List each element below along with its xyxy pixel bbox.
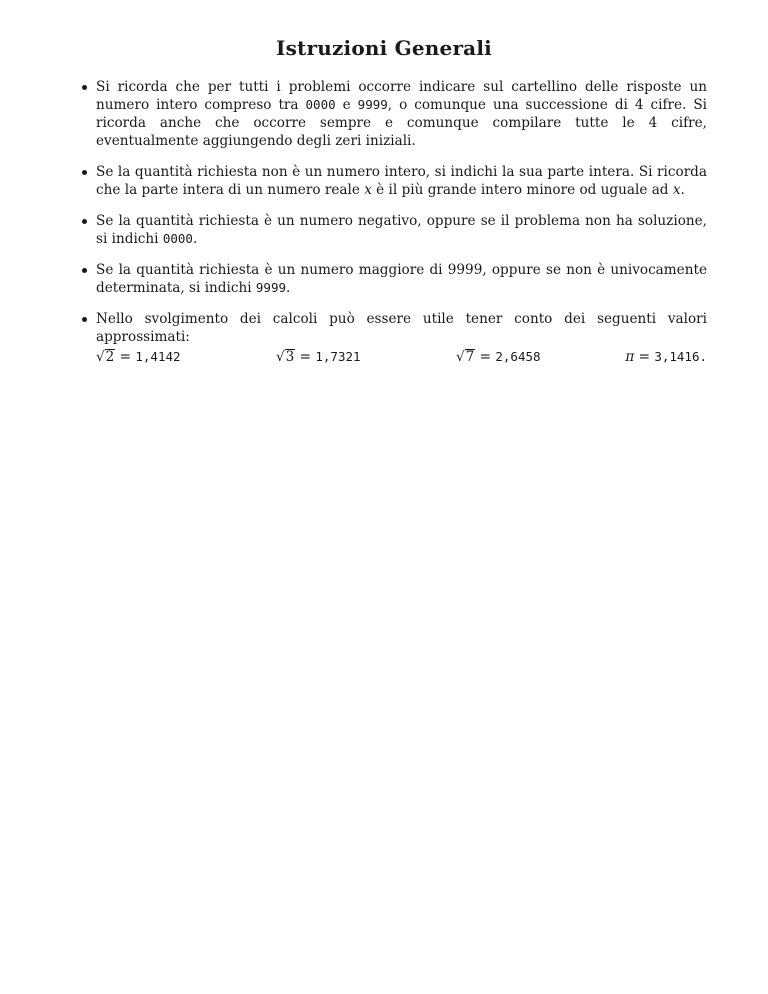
- item-text: .: [286, 280, 291, 296]
- list-item: [70, 212, 707, 248]
- approx-pi: [625, 348, 707, 366]
- item-text: , o comunque una successione di 4 cifre. Si ricorda anche che occorre sempre e comunque compilare tutte le 4 cifre, eventualmente aggiungendo degli zeri iniziali.: [96, 97, 707, 149]
- item-text: .: [192, 231, 198, 247]
- equals-sign: =: [115, 349, 136, 365]
- bullet-icon: [82, 219, 87, 224]
- approx-sqrt7: [456, 348, 541, 366]
- approx-value: 1,7321: [315, 349, 361, 364]
- page-title: Istruzioni Generali: [276, 36, 492, 60]
- math-variable: x: [672, 182, 681, 198]
- code-value: 0000: [162, 231, 193, 246]
- sqrt-argument: 2: [105, 349, 115, 365]
- list-item: [70, 78, 707, 150]
- item-text: Se la quantità richiesta è un numero negativo, oppure se il problema non ha soluzione, si indichi: [96, 213, 707, 247]
- list-item: [70, 310, 707, 368]
- approx-values-row: [96, 348, 707, 368]
- code-value: 9999: [357, 97, 388, 112]
- instructions-list: [70, 78, 707, 381]
- equals-sign: =: [295, 349, 316, 365]
- sqrt-argument: 3: [285, 349, 295, 365]
- math-variable: x: [364, 182, 372, 198]
- equals-sign: =: [475, 349, 496, 365]
- code-value: 9999: [255, 280, 287, 295]
- equals-sign: =: [634, 349, 655, 365]
- item-text: Si ricorda che per tutti i problemi occorre indicare sul cartellino delle risposte un numero intero compreso tra: [96, 79, 707, 113]
- item-text: e: [335, 97, 358, 113]
- bullet-icon: [82, 85, 87, 90]
- pi-symbol: π: [625, 349, 635, 365]
- sqrt-icon: √: [456, 349, 465, 365]
- item-text: Nello svolgimento dei calcoli può essere utile tener conto dei seguenti valori approssimati:: [96, 311, 707, 345]
- code-value: 0000: [305, 97, 336, 112]
- approx-sqrt2: [96, 348, 181, 366]
- bullet-icon: [82, 268, 87, 273]
- item-text: è il più grande intero minore od uguale ad: [371, 182, 673, 198]
- approx-value: 3,1416.: [654, 349, 707, 364]
- bullet-icon: [82, 170, 87, 175]
- sqrt-icon: √: [276, 349, 285, 365]
- item-text: Se la quantità richiesta non è un numero intero, si indichi la sua parte intera. Si ricorda che la parte intera di un numero reale: [96, 164, 707, 198]
- item-text: .: [680, 182, 685, 198]
- sqrt-argument: 7: [465, 349, 475, 365]
- approx-value: 2,6458: [495, 349, 541, 364]
- item-text: Se la quantità richiesta è un numero maggiore di 9999, oppure se non è univocamente determinata, si indichi: [96, 262, 707, 296]
- approx-value: 1,4142: [135, 349, 181, 364]
- sqrt-icon: √: [96, 349, 105, 365]
- list-item: [70, 163, 707, 199]
- bullet-icon: [82, 317, 87, 322]
- approx-sqrt3: [276, 348, 361, 366]
- list-item: [70, 261, 707, 297]
